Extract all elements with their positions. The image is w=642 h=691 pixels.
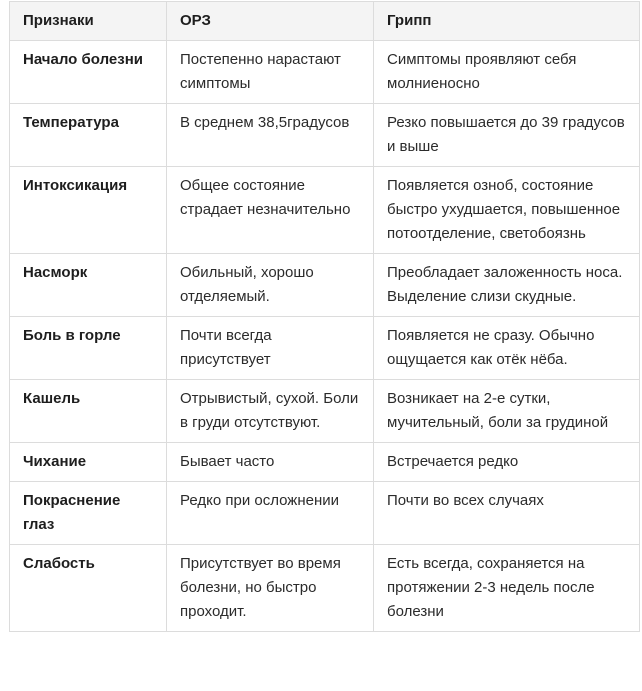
orz-cell: Присутствует во время болезни, но быстро проходит. [167,545,374,632]
flu-cell: Возникает на 2-е сутки, мучительный, боли за грудиной [374,380,640,443]
orz-cell: Общее состояние страдает незначительно [167,167,374,254]
table-header-row [10,2,640,41]
orz-cell: Отрывистый, сухой. Боли в груди отсутствуют. [167,380,374,443]
table-row [10,443,640,482]
header-features: Признаки [10,2,167,41]
orz-cell: Почти всегда присутствует [167,317,374,380]
orz-cell: Постепенно нарастают симптомы [167,41,374,104]
feature-cell: Начало болезни [10,41,167,104]
flu-cell: Преобладает заложенность носа. Выделение слизи скудные. [374,254,640,317]
table-row [10,380,640,443]
flu-cell: Появляется не сразу. Обычно ощущается как отёк нёба. [374,317,640,380]
feature-cell: Покраснение глаз [10,482,167,545]
orz-cell: Бывает часто [167,443,374,482]
feature-cell: Насморк [10,254,167,317]
header-flu: Грипп [374,2,640,41]
flu-cell: Резко повышается до 39 градусов и выше [374,104,640,167]
comparison-table [9,1,640,632]
feature-cell: Чихание [10,443,167,482]
flu-cell: Появляется озноб, состояние быстро ухудшается, повышенное потоотделение, светобоязнь [374,167,640,254]
table-row [10,41,640,104]
orz-cell: В среднем 38,5градусов [167,104,374,167]
flu-cell: Есть всегда, сохраняется на протяжении 2-3 недель после болезни [374,545,640,632]
orz-cell: Обильный, хорошо отделяемый. [167,254,374,317]
feature-cell: Интоксикация [10,167,167,254]
feature-cell: Температура [10,104,167,167]
table-row [10,545,640,632]
header-orz: ОРЗ [167,2,374,41]
table-row [10,482,640,545]
orz-cell: Редко при осложнении [167,482,374,545]
table-row [10,104,640,167]
feature-cell: Кашель [10,380,167,443]
feature-cell: Боль в горле [10,317,167,380]
flu-cell: Встречается редко [374,443,640,482]
feature-cell: Слабость [10,545,167,632]
table-row [10,167,640,254]
table-row [10,317,640,380]
flu-cell: Почти во всех случаях [374,482,640,545]
table-row [10,254,640,317]
flu-cell: Симптомы проявляют себя молниеносно [374,41,640,104]
